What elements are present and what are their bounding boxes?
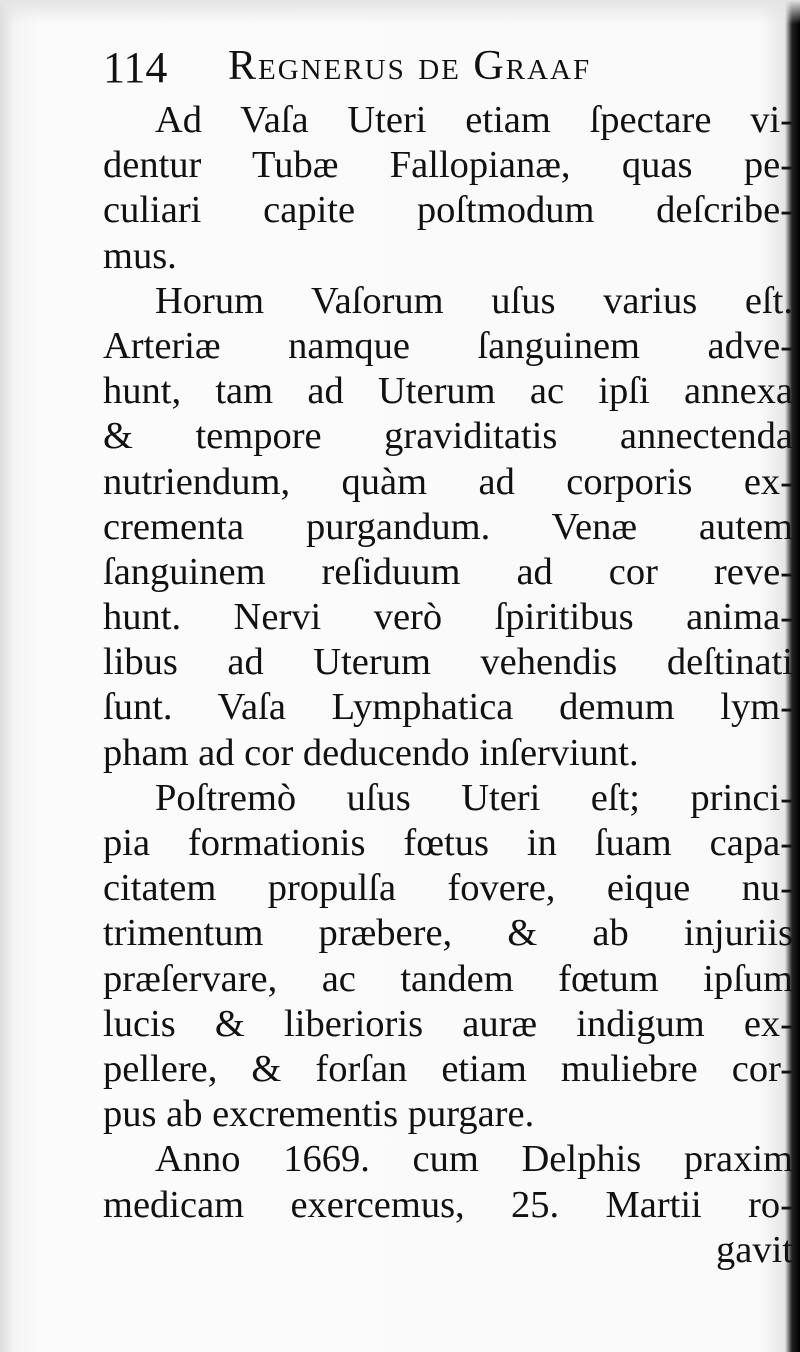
text-line: pham ad cor deducendo inſerviunt. <box>103 731 639 774</box>
text-line: mus. <box>103 234 177 277</box>
text-line: citatem propulſa fovere, eique nu- <box>103 867 793 910</box>
text-line: ſunt. Vaſa Lymphatica demum lym- <box>103 686 793 729</box>
text-line: Anno 1669. cum Delphis praxim <box>155 1138 793 1181</box>
body-text <box>103 98 793 1273</box>
text-line: hunt. Nervi verò ſpiritibus anima- <box>103 596 793 639</box>
text-line: libus ad Uterum vehendis deſtinati <box>103 641 793 684</box>
page-number: 114 <box>103 43 168 92</box>
text-line: ſanguinem reſiduum ad cor reve- <box>103 550 793 593</box>
text-line: pus ab excrementis purgare. <box>103 1093 535 1136</box>
text-line: dentur Tubæ Fallopianæ, quas pe- <box>103 144 793 187</box>
text-line: præſervare, ac tandem fœtum ipſum <box>103 957 793 1000</box>
text-line: & tempore graviditatis annectenda <box>103 415 793 458</box>
text-line: crementa purgandum. Venæ autem <box>103 505 793 548</box>
running-header <box>103 42 793 102</box>
text-line: trimentum præbere, & ab injuriis <box>103 912 793 955</box>
text-line: hunt, tam ad Uterum ac ipſi annexa <box>103 370 793 413</box>
text-line: Ad Vaſa Uteri etiam ſpectare vi- <box>155 99 793 141</box>
text-line: pia formationis fœtus in ſuam capa- <box>103 822 793 864</box>
text-line: nutriendum, quàm ad corporis ex- <box>103 460 793 503</box>
running-title: Regnerus de Graaf <box>228 43 592 89</box>
text-line: Arteriæ namque ſanguinem adve- <box>103 324 793 367</box>
text-line: lucis & liberioris auræ indigum ex- <box>103 1002 793 1045</box>
text-line: medicam exercemus, 25. Martii ro- <box>103 1183 793 1226</box>
text-line: Poſtremò uſus Uteri eſt; princi- <box>155 776 793 819</box>
text-line: pellere, & forſan etiam muliebre cor- <box>103 1047 793 1090</box>
text-line: culiari capite poſtmodum deſcribe- <box>103 189 793 232</box>
catchword: gavit <box>716 1228 793 1271</box>
text-line: Horum Vaſorum uſus varius eſt. <box>155 279 793 322</box>
